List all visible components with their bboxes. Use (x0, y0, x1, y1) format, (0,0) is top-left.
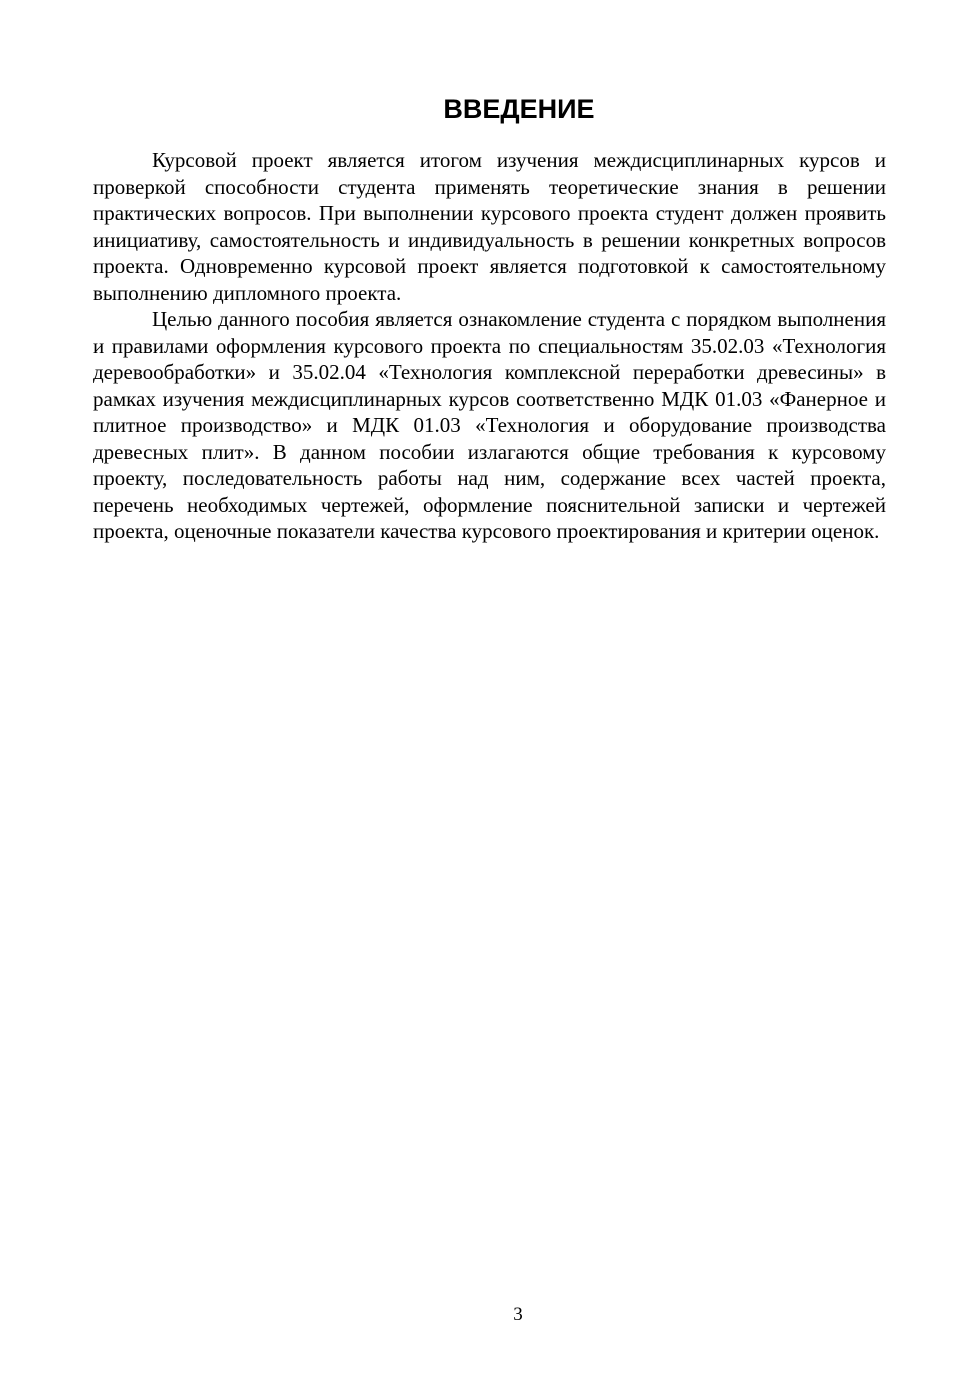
page-number: 3 (513, 1304, 523, 1325)
paragraph-intro: Курсовой проект является итогом изучения междисциплинарных курсов и проверкой способности студента применять теоретические знания в решении практических вопросов. При выполнении курсового проекта студент должен проявить инициативу, самостоятельность и индивидуальность в решении конкретных вопросов проекта. Одновременно курсовой проект является подготовкой к самостоятельному выполнению дипломного проекта. (93, 148, 886, 305)
paragraph-purpose: Целью данного пособия является ознакомление студента с порядком выполнения и правилами оформления курсового проекта по специальностям 35.02.03 «Технология деревообработки» и 35.02.04 «Технология комплексной переработки древесины» в рамках изучения междисциплинарных курсов соответственно МДК 01.03 «Фанерное и плитное производство» и МДК 01.03 «Технология и оборудование производства древесных плит». В данном пособии излагаются общие требования к курсовому проекту, последовательность работы над ним, содержание всех частей проекта, перечень необходимых чертежей, оформление пояснительной записки и чертежей проекта, оценочные показатели качества курсового проектирования и критерии оценок. (93, 307, 886, 543)
body-text (93, 147, 886, 545)
page-title: ВВЕДЕНИЕ (443, 94, 595, 124)
